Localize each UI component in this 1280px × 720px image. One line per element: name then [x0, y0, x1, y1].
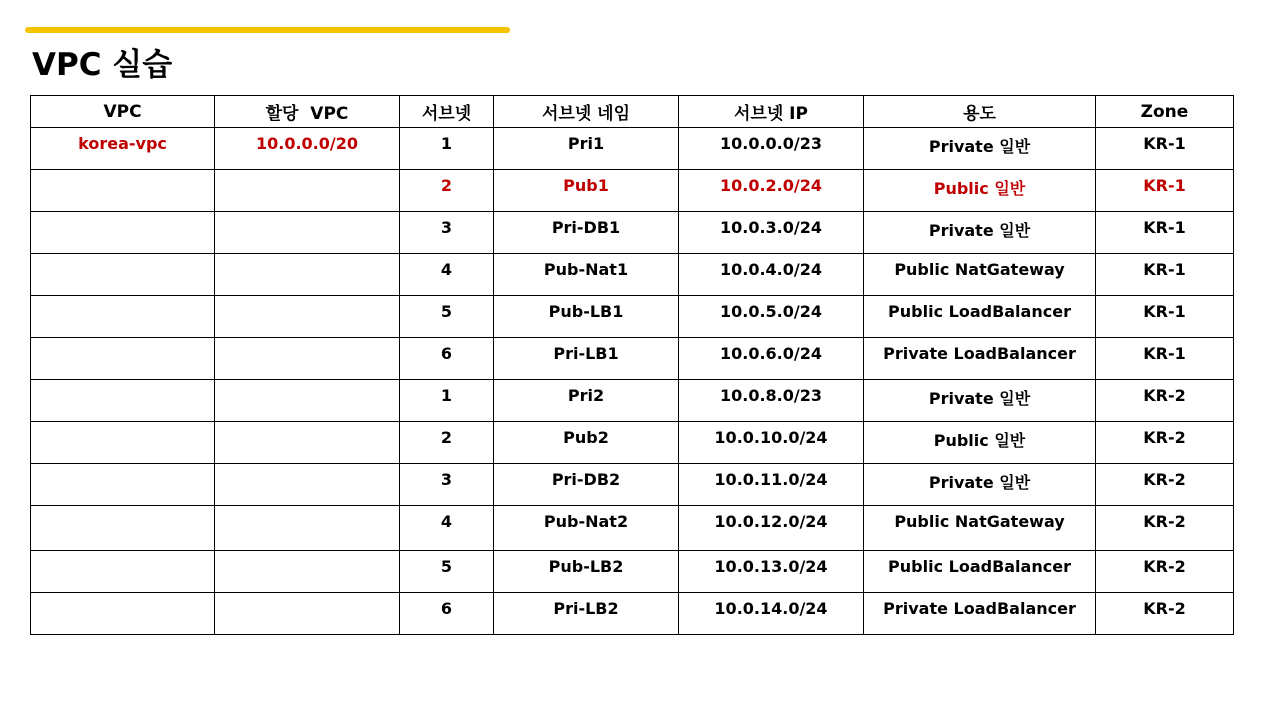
purpose-cell: Private 일반: [864, 212, 1096, 254]
subnet-number-cell: 3: [400, 464, 494, 506]
subnet-number-cell: 3: [400, 212, 494, 254]
subnet-number-cell: 5: [400, 296, 494, 338]
purpose-cell: Private 일반: [864, 464, 1096, 506]
subnet-ip-cell: 10.0.13.0/24: [679, 551, 864, 593]
zone-cell: KR-1: [1096, 296, 1234, 338]
allocated-vpc-cell: [215, 422, 400, 464]
subnet-name-cell: Pub-Nat2: [494, 506, 679, 551]
table-row: [31, 296, 1234, 338]
zone-cell: KR-2: [1096, 593, 1234, 635]
vpc-cell: [31, 254, 215, 296]
accent-bar: [25, 27, 510, 33]
vpc-cell: [31, 380, 215, 422]
subnet-number-cell: 6: [400, 593, 494, 635]
purpose-cell: Public 일반: [864, 422, 1096, 464]
column-header-subnet-name: 서브넷 네임: [494, 96, 679, 128]
subnet-name-cell: Pri-DB1: [494, 212, 679, 254]
allocated-vpc-cell: [215, 338, 400, 380]
subnet-ip-cell: 10.0.2.0/24: [679, 170, 864, 212]
allocated-vpc-cell: [215, 593, 400, 635]
allocated-vpc-cell: [215, 506, 400, 551]
allocated-vpc-cell: [215, 380, 400, 422]
zone-cell: KR-1: [1096, 170, 1234, 212]
subnet-ip-cell: 10.0.11.0/24: [679, 464, 864, 506]
zone-cell: KR-1: [1096, 254, 1234, 296]
subnet-name-cell: Pri2: [494, 380, 679, 422]
allocated-vpc-cell: [215, 254, 400, 296]
subnet-number-cell: 4: [400, 254, 494, 296]
subnet-ip-cell: 10.0.4.0/24: [679, 254, 864, 296]
subnet-name-cell: Pub-Nat1: [494, 254, 679, 296]
purpose-cell: Public NatGateway: [864, 506, 1096, 551]
column-header-subnet: 서브넷: [400, 96, 494, 128]
subnet-ip-cell: 10.0.14.0/24: [679, 593, 864, 635]
subnet-name-cell: Pri1: [494, 128, 679, 170]
vpc-cell: [31, 422, 215, 464]
purpose-cell: Public LoadBalancer: [864, 551, 1096, 593]
subnet-ip-cell: 10.0.3.0/24: [679, 212, 864, 254]
subnet-number-cell: 4: [400, 506, 494, 551]
table-row: [31, 506, 1234, 551]
subnet-ip-cell: 10.0.8.0/23: [679, 380, 864, 422]
subnet-name-cell: Pri-LB1: [494, 338, 679, 380]
subnet-ip-cell: 10.0.6.0/24: [679, 338, 864, 380]
subnet-number-cell: 6: [400, 338, 494, 380]
table-row: [31, 422, 1234, 464]
subnet-number-cell: 1: [400, 128, 494, 170]
column-header-vpc: VPC: [31, 96, 215, 128]
table-row: [31, 464, 1234, 506]
subnet-number-cell: 1: [400, 380, 494, 422]
table-row: [31, 212, 1234, 254]
zone-cell: KR-1: [1096, 338, 1234, 380]
subnet-ip-cell: 10.0.10.0/24: [679, 422, 864, 464]
subnet-table: [30, 95, 1234, 635]
subnet-ip-cell: 10.0.0.0/23: [679, 128, 864, 170]
subnet-name-cell: Pub-LB2: [494, 551, 679, 593]
vpc-cell: [31, 551, 215, 593]
zone-cell: KR-2: [1096, 551, 1234, 593]
subnet-name-cell: Pri-LB2: [494, 593, 679, 635]
allocated-vpc-cell: [215, 296, 400, 338]
table-row: [31, 254, 1234, 296]
page-title: VPC 실습: [32, 47, 173, 83]
purpose-cell: Private 일반: [864, 380, 1096, 422]
vpc-cell: [31, 338, 215, 380]
vpc-cell: korea-vpc: [31, 128, 215, 170]
subnet-name-cell: Pub2: [494, 422, 679, 464]
table-row: [31, 128, 1234, 170]
vpc-cell: [31, 170, 215, 212]
allocated-vpc-cell: [215, 170, 400, 212]
vpc-cell: [31, 464, 215, 506]
vpc-cell: [31, 593, 215, 635]
purpose-cell: Public NatGateway: [864, 254, 1096, 296]
subnet-name-cell: Pri-DB2: [494, 464, 679, 506]
table-row: [31, 551, 1234, 593]
allocated-vpc-cell: 10.0.0.0/20: [215, 128, 400, 170]
subnet-ip-cell: 10.0.5.0/24: [679, 296, 864, 338]
subnet-number-cell: 2: [400, 422, 494, 464]
table-row: [31, 338, 1234, 380]
purpose-cell: Private LoadBalancer: [864, 338, 1096, 380]
purpose-cell: Public LoadBalancer: [864, 296, 1096, 338]
column-header-subnet-ip: 서브넷 IP: [679, 96, 864, 128]
purpose-cell: Private LoadBalancer: [864, 593, 1096, 635]
table-row: [31, 593, 1234, 635]
zone-cell: KR-2: [1096, 506, 1234, 551]
zone-cell: KR-2: [1096, 464, 1234, 506]
header-row: [31, 96, 1234, 128]
purpose-cell: Private 일반: [864, 128, 1096, 170]
zone-cell: KR-2: [1096, 380, 1234, 422]
zone-cell: KR-1: [1096, 212, 1234, 254]
purpose-cell: Public 일반: [864, 170, 1096, 212]
allocated-vpc-cell: [215, 464, 400, 506]
column-header-allocated-vpc: 할당 VPC: [215, 96, 400, 128]
column-header-zone: Zone: [1096, 96, 1234, 128]
subnet-name-cell: Pub1: [494, 170, 679, 212]
subnet-name-cell: Pub-LB1: [494, 296, 679, 338]
vpc-cell: [31, 212, 215, 254]
zone-cell: KR-1: [1096, 128, 1234, 170]
subnet-number-cell: 5: [400, 551, 494, 593]
table-row: [31, 170, 1234, 212]
zone-cell: KR-2: [1096, 422, 1234, 464]
allocated-vpc-cell: [215, 212, 400, 254]
vpc-cell: [31, 506, 215, 551]
subnet-ip-cell: 10.0.12.0/24: [679, 506, 864, 551]
allocated-vpc-cell: [215, 551, 400, 593]
column-header-purpose: 용도: [864, 96, 1096, 128]
vpc-cell: [31, 296, 215, 338]
table-row: [31, 380, 1234, 422]
subnet-number-cell: 2: [400, 170, 494, 212]
